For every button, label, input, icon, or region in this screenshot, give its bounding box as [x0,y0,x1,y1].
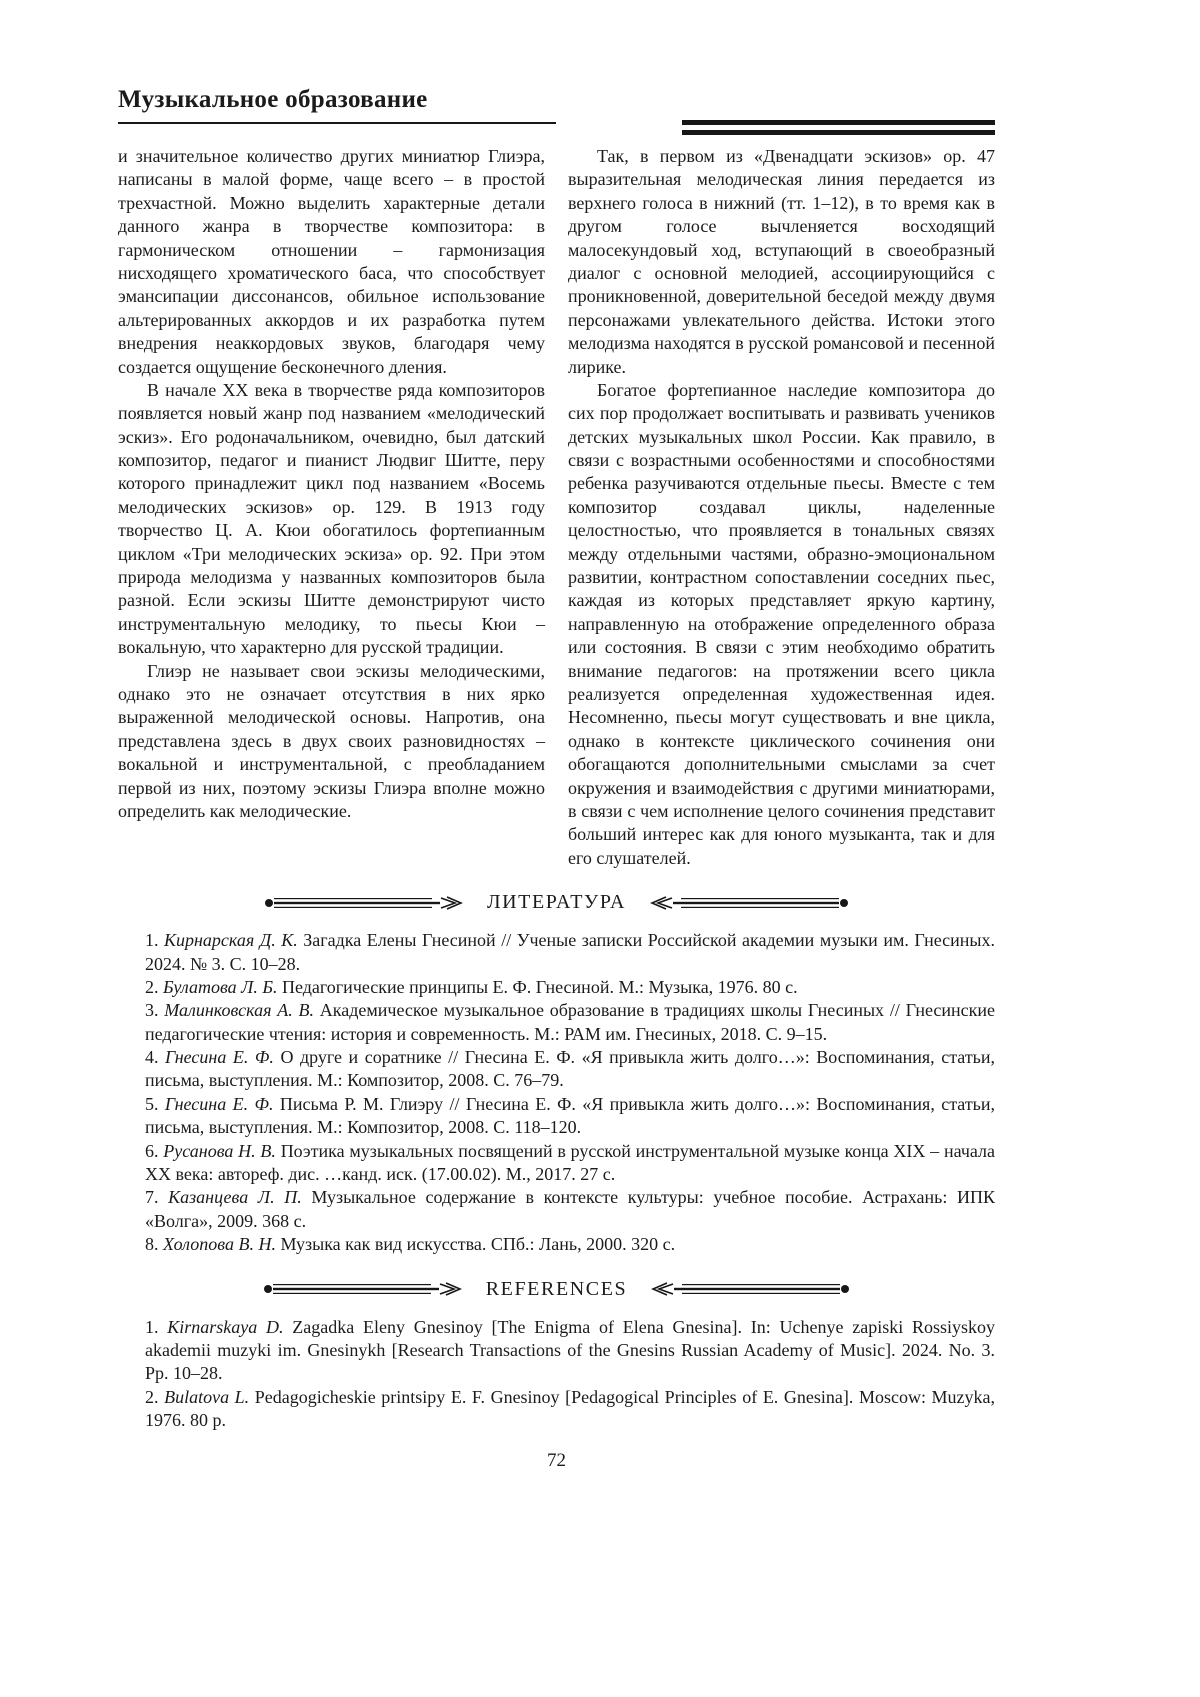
header-rule-bar [682,120,995,125]
page-number: 72 [547,1449,566,1471]
bib-author: Русанова Н. В. [163,1140,276,1161]
paragraph: Глиэр не называет свои эскизы мелодическими, однако это не означает отсутствия в них ярко выраженной мелодической основы. Напротив, она представлена здесь в двух своих разновидностях – вокальной и инструментальной, с преобладанием первой из них, поэтому эскизы Глиэра вполне можно определить как мелодические. [118,660,545,821]
bib-text: Письма Р. М. Глиэру // Гнесина Е. Ф. «Я привыкла жить долго…»: Воспоминания, статьи, письма, выступления. М.: Композитор, 2008. С. 118–120. [145,1093,996,1138]
bib-number: 6. [145,1140,159,1161]
references-heading: REFERENCES [485,1277,628,1300]
references-section [118,1278,995,1433]
left-column [118,145,545,870]
bib-number: 8. [145,1234,159,1255]
heading-ornament-left-icon [263,896,463,910]
paragraph: и значительное количество других миниатюр Глиэра, написаны в малой форме, чаще всего – в простой трехчастной. Можно выделить характерные детали данного жанра в творчестве композитора: в гармоническом отношении – гармонизация нисходящего хроматического баса, что способствует эмансипации диссонансов, обильное использование альтерированных аккордов и их разработка путем внедрения неаккордовых звуков, благодаря чему создается ощущение бесконечного дления. [118,146,545,377]
bib-entry [145,1233,995,1256]
header-rule-bar [682,130,995,135]
bib-author: Bulatova L. [164,1386,250,1407]
right-column [568,145,995,870]
bib-text: Музыкальное содержание в контексте культуры: учебное пособие. Астрахань: ИПК «Волга», 2009. 368 с. [145,1187,995,1231]
header-double-rule-icon [682,120,995,135]
title-rule [118,122,556,124]
literature-section [118,891,995,1256]
paragraph: Так, в первом из «Двенадцати эскизов» ор. 47 выразительная мелодическая линия передается из верхнего голоса в нижний (тт. 1–12), в то время как в другом голосе вычленяется восходящий малосекундовый ход, вступающий в своеобразный диалог с основной мелодией, ассоциирующийся с проникновенной, доверительной беседой между двумя персонажами увлекательного действа. Истоки этого мелодизма находятся в русской романсовой и песенной лирике. [568,146,995,377]
page-header [118,86,995,124]
article-body [118,145,995,870]
bib-author: Kirnarskaya D. [167,1316,284,1337]
bib-entry [145,1316,995,1386]
literature-heading-row [118,891,995,914]
paragraph: Богатое фортепианное наследие композитора до сих пор продолжает воспитывать и развивать учеников детских музыкальных школ России. Как правило, в связи с возрастными особенностями и способностями ребенка разучиваются отдельные пьесы. Вместе с тем композитор создавал циклы, наделенные целостностью, что проявляется в тональных связях между отдельными частями, образно-эмоциональном развитии, контрастном сопоставлении соседних пьес, каждая из которых представляет яркую картину, направленную на отображение определенного образа или состояния. В связи с этим необходимо обратить внимание педагогов: на протяжении всего цикла реализуется определенная художественная идея. Несомненно, пьесы могут существовать и вне цикла, однако в контексте циклического сочинения они обогащаются дополнительными смыслами за счет окружения и взаимодействия с другими миниатюрами, в связи с чем исполнение целого сочинения представит больший интерес как для юного музыканта, так и для его слушателей. [568,379,995,868]
bib-author: Гнесина Е. Ф. [164,1093,274,1114]
bib-entry [145,1093,995,1140]
bib-number: 3. [145,1000,159,1021]
paragraph: В начале XX века в творчестве ряда композиторов появляется новый жанр под названием «мелодический эскиз». Его родоначальником, очевидно, был датский композитор, педагог и пианист Людвиг Шитте, перу которого принадлежит цикл под названием «Восемь мелодических эскизов» ор. 129. В 1913 году творчество Ц. А. Кюи обогатилось фортепианным циклом «Три мелодических эскиза» ор. 92. При этом природа мелодизма у названных композиторов была разной. Если эскизы Шитте демонстрируют чисто инструментальную мелодику, то пьесы Кюи – вокальную, что характерно для русской традиции. [118,379,545,658]
bib-entry [145,1046,995,1093]
literature-heading: ЛИТЕРАТУРА [486,891,627,914]
bib-author: Казанцева Л. П. [168,1187,302,1208]
bib-text: Поэтика музыкальных посвящений в русской инструментальной музыке конца XIX – начала XX века: автореф. дис. …канд. иск. (17.00.02). М., 2017. 27 с. [145,1140,996,1185]
bib-author: Кирнарская Д. К. [164,930,298,951]
bib-entry [145,1186,995,1233]
bib-text: Загадка Елены Гнесиной // Ученые записки Российской академии музыки им. Гнесиных. 2024. № 3. С. 10–28. [145,930,996,974]
bib-number: 7. [145,1187,159,1208]
bib-entry [145,929,995,976]
bib-author: Гнесина Е. Ф. [165,1047,274,1068]
bib-text: О друге и соратнике // Гнесина Е. Ф. «Я привыкла жить долго…»: Воспоминания, статьи, письма, выступления. М.: Композитор, 2008. С. 76–79. [145,1047,996,1091]
heading-ornament-left-icon [262,1282,462,1296]
bib-number: 5. [145,1093,159,1114]
bib-number: 2. [145,1386,159,1407]
page-footer [118,1450,995,1472]
bib-author: Холопова В. Н. [163,1234,276,1255]
references-list [145,1316,995,1433]
heading-ornament-right-icon [650,896,850,910]
bib-number: 1. [145,1316,159,1337]
bib-number: 1. [145,930,159,951]
bib-author: Булатова Л. Б. [163,976,278,997]
bib-text: Педагогические принципы Е. Ф. Гнесиной. М.: Музыка, 1976. 80 с. [281,976,798,997]
bib-number: 2. [145,976,159,997]
bib-entry [145,976,995,999]
heading-ornament-right-icon [651,1282,851,1296]
bib-number: 4. [145,1047,159,1068]
bib-text: Zagadka Eleny Gnesinoy [The Enigma of Elena Gnesina]. In: Uchenye zapiski Rossiyskoy akademii muzyki im. Gnesinykh [Research Transactions of the Gnesins Russian Academy of Music]. 2024. No. 3. Pp. 10–28. [145,1316,996,1384]
bib-text: Pedagogicheskie printsipy E. F. Gnesinoy [Pedagogical Principles of E. Gnesina]. Moscow: Muzyka, 1976. 80 p. [145,1386,995,1431]
bib-entry [145,1140,995,1187]
bib-author: Малинковская А. В. [164,1000,314,1021]
bib-text: Академическое музыкальное образование в традициях школы Гнесиных // Гнесинские педагогические чтения: история и современность. М.: РАМ им. Гнесиных, 2018. С. 9–15. [145,1000,996,1044]
references-heading-row [118,1278,995,1301]
bib-entry [145,999,995,1046]
bib-text: Музыка как вид искусства. СПб.: Лань, 2000. 320 с. [280,1234,676,1255]
bib-entry [145,1386,995,1433]
page-title: Музыкальное образование [118,86,428,113]
literature-list [145,929,995,1256]
